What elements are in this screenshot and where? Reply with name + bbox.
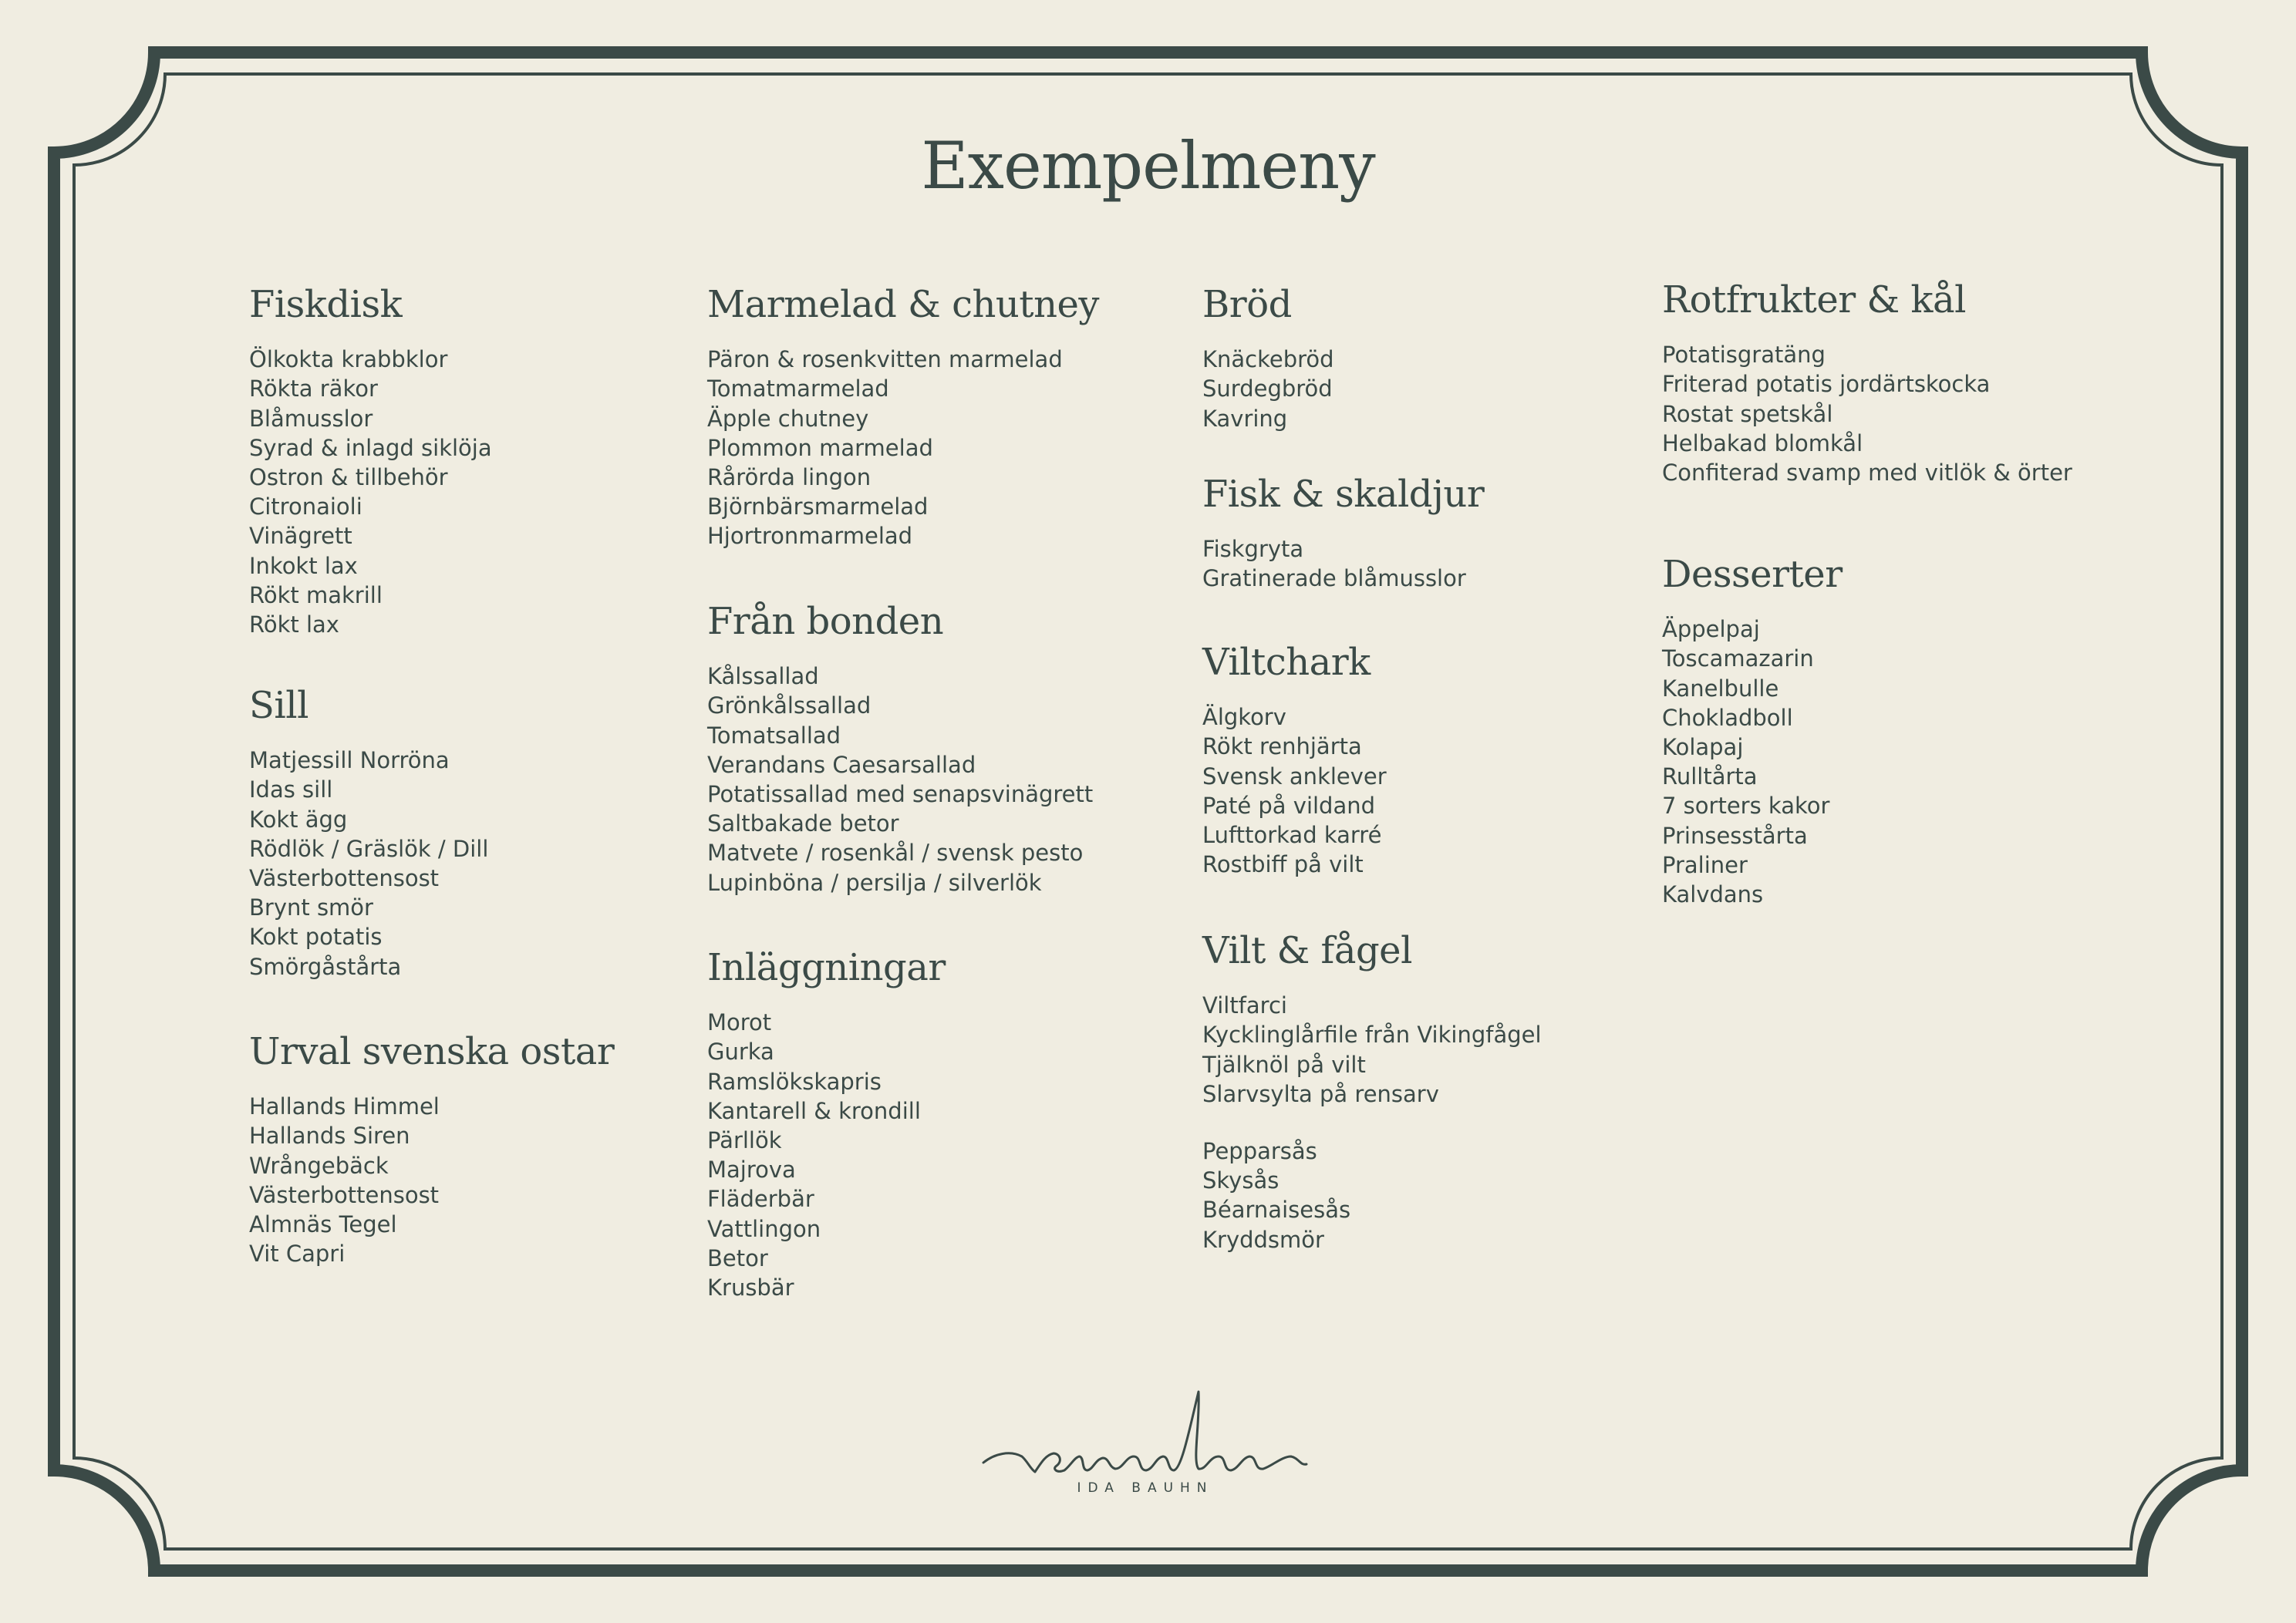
- section-title: Viltchark: [1202, 641, 1371, 684]
- menu-item: Betor: [707, 1244, 768, 1271]
- menu-list: [249, 345, 492, 639]
- menu-item: 7 sorters kakor: [1662, 793, 1830, 820]
- menu-item: Plommon marmelad: [707, 434, 933, 461]
- menu-item: Confiterad svamp med vitlök & örter: [1662, 460, 2072, 486]
- menu-item: Pepparsås: [1202, 1138, 1317, 1164]
- menu-item: Matvete / rosenkål / svensk pesto: [707, 840, 1084, 867]
- menu-item: Äpple chutney: [707, 405, 869, 432]
- menu-item: Verandans Caesarsallad: [707, 751, 976, 778]
- menu-item: Tjälknöl på vilt: [1202, 1051, 1366, 1078]
- menu-item: Potatissallad med senapsvinägrett: [707, 781, 1094, 807]
- menu-item: Västerbottensost: [249, 1181, 440, 1208]
- menu-item: Rulltårta: [1662, 763, 1758, 790]
- menu-title: Exempelmeny: [921, 128, 1375, 204]
- section-marmelad: [707, 284, 1099, 551]
- menu-item: Ramslökskapris: [707, 1068, 882, 1095]
- menu-item: Rostat spetskål: [1662, 400, 1833, 427]
- menu-item: Rökt makrill: [249, 581, 383, 608]
- menu-item: Helbakad blomkål: [1662, 429, 1863, 456]
- menu-item: Svensk anklever: [1202, 763, 1387, 790]
- menu-item: Gratinerade blåmusslor: [1202, 565, 1466, 592]
- menu-list: [1202, 534, 1484, 593]
- menu-item: Morot: [707, 1009, 772, 1036]
- menu-item: Idas sill: [249, 776, 333, 803]
- section-title: Rotfrukter & kål: [1662, 278, 1966, 322]
- menu-item: Toscamazarin: [1662, 645, 1814, 672]
- menu-item: Grönkålssallad: [707, 692, 872, 719]
- menu-list: [1202, 345, 1334, 433]
- menu-item: Almnäs Tegel: [249, 1211, 397, 1237]
- section-title: Sill: [249, 684, 308, 727]
- menu-list: [1202, 991, 1542, 1109]
- menu-item: Brynt smör: [249, 894, 373, 921]
- menu-item: Kolapaj: [1662, 734, 1744, 760]
- menu-list: [1662, 340, 2072, 487]
- menu-item: Rödlök / Gräslök / Dill: [249, 835, 489, 862]
- section-title: Fiskdisk: [249, 283, 403, 326]
- section-title: Marmelad & chutney: [707, 283, 1100, 326]
- menu-item: Kryddsmör: [1202, 1226, 1324, 1253]
- menu-item: Fläderbär: [707, 1186, 814, 1213]
- section-title: Desserter: [1662, 553, 1843, 596]
- menu-item: Rostbiff på vilt: [1202, 851, 1364, 878]
- menu-item: Björnbärsmarmelad: [707, 493, 929, 520]
- section-title: Vilt & fågel: [1202, 929, 1412, 972]
- sauce-list: [1202, 1136, 1542, 1254]
- menu-item: Kavring: [1202, 405, 1288, 432]
- menu-item: Syrad & inlagd siklöja: [249, 434, 492, 461]
- menu-item: Ostron & tillbehör: [249, 464, 448, 490]
- menu-item: Matjessill Norröna: [249, 747, 450, 774]
- menu-item: Citronaioli: [249, 493, 362, 520]
- logo-subtitle: IDA BAUHN: [1077, 1480, 1214, 1496]
- section-brod: [1202, 284, 1334, 433]
- menu-item: Krusbär: [707, 1274, 794, 1301]
- menu-item: Gurka: [707, 1039, 774, 1066]
- section-title: Urval svenska ostar: [249, 1030, 615, 1073]
- menu-item: Ölkokta krabbklor: [249, 346, 448, 373]
- menu-item: Majrova: [707, 1157, 796, 1184]
- menu-list: [1662, 615, 1843, 909]
- menu-item: Skysås: [1202, 1167, 1279, 1194]
- section-inlaggningar: [707, 947, 946, 1302]
- menu-item: Lupinböna / persilja / silverlök: [707, 869, 1042, 896]
- menu-item: Kanelbulle: [1662, 675, 1779, 702]
- menu-item: Vattlingon: [707, 1215, 821, 1242]
- menu-item: Fiskgryta: [1202, 536, 1304, 563]
- menu-item: Kokt potatis: [249, 924, 383, 951]
- menu-item: Prinsesstårta: [1662, 822, 1808, 849]
- menu-item: Rökt renhjärta: [1202, 733, 1362, 760]
- menu-item: Chokladboll: [1662, 704, 1793, 731]
- menu-item: Tomatmarmelad: [707, 375, 889, 402]
- menu-item: Potatisgratäng: [1662, 342, 1826, 369]
- menu-item: Kalvdans: [1662, 881, 1764, 908]
- menu-item: Wrångebäck: [249, 1152, 389, 1179]
- menu-item: Västerbottensost: [249, 865, 440, 891]
- section-title: Fisk & skaldjur: [1202, 473, 1485, 516]
- menu-item: Béarnaisesås: [1202, 1197, 1351, 1224]
- menu-list: [707, 345, 1099, 551]
- menu-item: Pärllök: [707, 1127, 782, 1153]
- section-vilt: [1202, 930, 1542, 1254]
- menu-item: Kantarell & krondill: [707, 1097, 921, 1124]
- menu-item: Kycklinglårfile från Vikingfågel: [1202, 1022, 1542, 1049]
- menu-item: Rårörda lingon: [707, 464, 872, 490]
- menu-item: Hjortronmarmelad: [707, 523, 913, 550]
- menu-list: [707, 662, 1093, 897]
- menu-item: Hallands Himmel: [249, 1093, 440, 1120]
- section-fisk: [1202, 473, 1484, 594]
- menu-list: [707, 1008, 946, 1302]
- menu-item: Päron & rosenkvitten marmelad: [707, 346, 1063, 373]
- section-title: Inläggningar: [707, 946, 946, 989]
- menu-item: Älgkorv: [1202, 704, 1286, 731]
- menu-item: Smörgåstårta: [249, 953, 402, 980]
- section-ostar: [249, 1031, 614, 1268]
- menu-item: Viltfarci: [1202, 992, 1287, 1019]
- section-bonden: [707, 601, 1093, 897]
- menu-item: Praliner: [1662, 851, 1748, 878]
- menu-item: Surdegbröd: [1202, 375, 1333, 402]
- menu-list: [249, 746, 488, 982]
- menu-item: Inkokt lax: [249, 552, 358, 579]
- section-title: Från bonden: [707, 600, 944, 643]
- menu-item: Kålssallad: [707, 663, 819, 690]
- menu-list: [249, 1092, 614, 1268]
- menu-item: Knäckebröd: [1202, 346, 1334, 373]
- menu-item: Tomatsallad: [707, 722, 841, 749]
- menu-item: Hallands Siren: [249, 1123, 410, 1150]
- section-rotfrukter: [1662, 279, 2072, 487]
- menu-item: Slarvsylta på rensarv: [1202, 1080, 1439, 1107]
- section-desserter: [1662, 554, 1843, 909]
- menu-item: Vit Capri: [249, 1241, 346, 1268]
- menu-item: Rökt lax: [249, 611, 339, 638]
- section-sill: [249, 685, 488, 982]
- menu-item: Paté på vildand: [1202, 792, 1376, 819]
- section-fiskdisk: [249, 284, 492, 639]
- section-viltchark: [1202, 641, 1387, 879]
- menu-item: Kokt ägg: [249, 806, 348, 833]
- section-title: Bröd: [1202, 283, 1292, 326]
- menu-list: [1202, 702, 1387, 879]
- menu-item: Rökta räkor: [249, 375, 378, 402]
- menu-item: Saltbakade betor: [707, 810, 899, 837]
- menu-item: Lufttorkad karré: [1202, 822, 1382, 848]
- menu-item: Friterad potatis jordärtskocka: [1662, 371, 1991, 398]
- menu-item: Blåmusslor: [249, 405, 373, 432]
- menu-item: Vinägrett: [249, 523, 352, 550]
- menu-item: Äppelpaj: [1662, 616, 1760, 643]
